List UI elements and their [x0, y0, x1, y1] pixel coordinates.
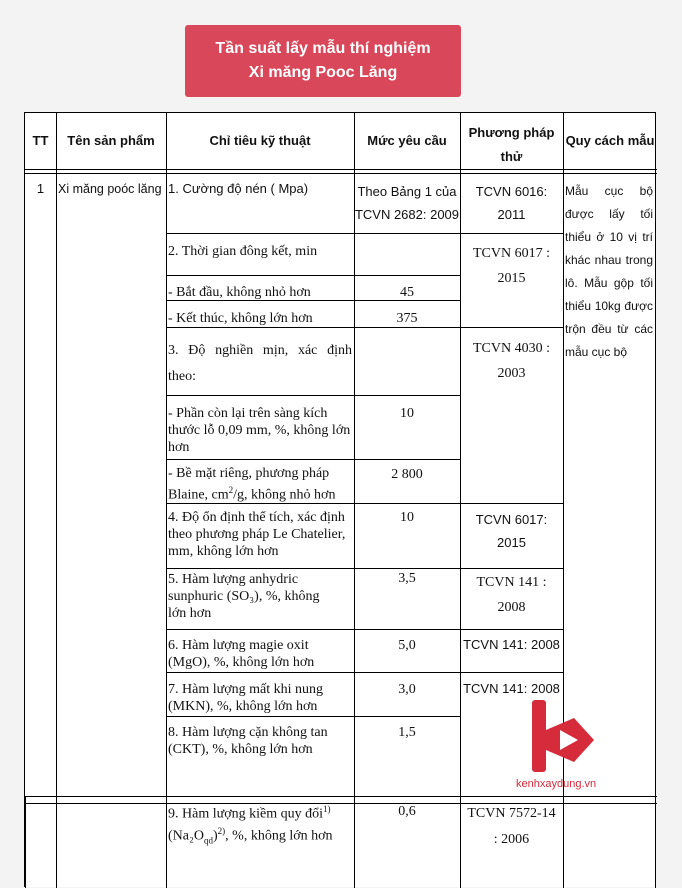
criteria-8: 8. Hàm lượng cặn không tan (CKT), %, không lớn hơn	[168, 725, 328, 757]
header-requirement: Mức yêu cầu	[367, 133, 447, 148]
requirement-9: 0,6	[398, 804, 416, 819]
title-line-1: Tần suất lấy mẫu thí nghiệm	[215, 40, 431, 57]
requirement-2a: 45	[400, 285, 414, 300]
requirement-5: 3,5	[398, 571, 416, 586]
requirement-4: 10	[400, 510, 414, 525]
criteria-5: 5. Hàm lượng anhydric sunphuric (SO₃), %, không lớn hơn	[168, 572, 320, 621]
row-number: 1	[36, 181, 45, 196]
requirement-2b: 375	[396, 311, 418, 326]
criteria-9: 9. Hàm lượng kiềm quy đổi$^{1)}$ $(Na_2O_{qd})^{2)}$, %, không lớn hơn	[168, 804, 333, 846]
method-4: TCVN 6017: 2015	[475, 512, 548, 550]
watermark-text: kenhxaydung.vn	[516, 778, 597, 790]
criteria-3b: - Bề mặt riêng, phương pháp Blaine, $cm^2/g$, không nhỏ hơn	[168, 466, 336, 503]
method-7: TCVN 141: 2008	[463, 681, 560, 696]
title-line-2: Xi măng Pooc Lăng	[248, 64, 398, 81]
criteria-2: 2. Thời gian đông kết, min	[168, 244, 318, 259]
method-5: TCVN 141 : 2008	[476, 575, 547, 615]
criteria-3: 3. Độ nghiền mịn, xác định theo:	[168, 343, 352, 384]
criteria-1: 1. Cường độ nén ( Mpa)	[168, 181, 309, 196]
requirement-3a: 10	[400, 406, 414, 421]
method-2: TCVN 6017 : 2015	[473, 246, 550, 286]
method-9: TCVN 7572-14 : 2006	[467, 806, 556, 847]
criteria-4: 4. Độ ổn định thể tích, xác định theo phương pháp Le Chatelier, mm, không lớn hơn	[168, 510, 346, 559]
criteria-2a: - Bắt đầu, không nhỏ hơn	[168, 285, 311, 300]
requirement-3b: 2 800	[391, 467, 423, 482]
criteria-2b: - Kết thúc, không lớn hơn	[168, 311, 313, 326]
header-sample: Quy cách mẫu	[565, 133, 655, 148]
method-6: TCVN 141: 2008	[463, 637, 560, 652]
header-product: Tên sản phẩm	[67, 133, 155, 148]
requirement-7: 3,0	[398, 682, 416, 697]
kenhxaydung-logo-icon	[528, 700, 598, 776]
method-3: TCVN 4030 : 2003	[473, 341, 550, 381]
header-method: Phương pháp thử	[468, 125, 555, 164]
header-tt: TT	[32, 133, 49, 148]
requirement-8: 1,5	[398, 725, 416, 740]
criteria-3a: - Phần còn lại trên sàng kích thước lỗ 0,09 mm, %, không lớn hơn	[168, 406, 351, 455]
requirement-1: Theo Bảng 1 của TCVN 2682: 2009	[354, 184, 460, 222]
requirement-6: 5,0	[398, 638, 416, 653]
criteria-7: 7. Hàm lượng mất khi nung (MKN), %, không lớn hơn	[168, 682, 323, 714]
header-criteria: Chỉ tiêu kỹ thuật	[209, 133, 311, 148]
title-banner	[185, 25, 461, 97]
method-1: TCVN 6016: 2011	[475, 184, 548, 222]
criteria-6: 6. Hàm lượng magie oxit (MgO), %, không lớn hơn	[168, 638, 315, 670]
product-name: Xi măng poóc lăng	[58, 182, 162, 196]
sample-spec: Mẫu cục bộ được lấy tối thiểu ở 10 vị trí khác nhau trong lô. Mẫu gộp tối thiểu 10kg được trộn đều từ các mẫu cục bộ	[565, 184, 653, 359]
